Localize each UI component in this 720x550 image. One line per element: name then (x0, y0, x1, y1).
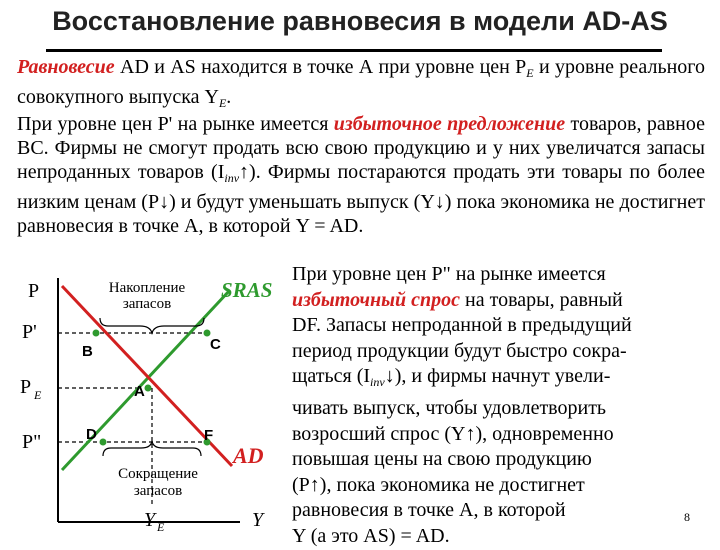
y-axis-label: Y (252, 509, 264, 531)
term-equilibrium: Равновесие (17, 56, 115, 78)
right-line-8: повышая цены на свою продукцию (292, 448, 592, 471)
ad-label: AD (233, 443, 264, 468)
para1-text-2: и уровне реального совокупного выпуска Y (17, 56, 705, 108)
point-a-dot (145, 385, 152, 392)
ye-label: Y (144, 509, 156, 531)
point-c-label: C (210, 336, 221, 353)
right-line-5-sub: inv (370, 375, 385, 390)
para1-text-1: AD и AS находится в точке А при уровне цен P (114, 56, 527, 78)
right-line-5-a: щаться (I (292, 365, 371, 388)
para2-sub: inv (224, 171, 240, 185)
term-excess-demand: избыточный спрос (292, 288, 461, 311)
accumulation-label-2: запасов (122, 296, 172, 312)
right-line-9: (P↑), пока экономика не достигнет (292, 473, 585, 496)
point-b-dot (93, 330, 100, 337)
point-f-label: F (204, 427, 214, 444)
para2-text-3: ↑). Фирмы постараются продать эти товары по более низким ценам (P↓) и будут уменьшать выпуск (Y↓) пока экономика не достигнет равновесия в точке А, в которой Y = AD. (17, 161, 705, 237)
para1-text-3: . (226, 86, 232, 108)
p1-label: P' (22, 321, 37, 343)
term-excess-supply: избыточное предложение (333, 113, 566, 135)
reduction-label-1: Сокращение (118, 466, 198, 482)
point-a-label: A (134, 383, 145, 400)
accumulation-label-1: Накопление (108, 280, 186, 296)
right-line-5-b: ↓), и фирмы начнут увели- (384, 365, 611, 388)
accumulation-brace (100, 318, 204, 333)
p-axis-label: P (28, 280, 40, 302)
right-line-10: равновесия в точке А, в которой (292, 499, 566, 522)
right-line-4: период продукции будут быстро сокра- (292, 339, 627, 362)
point-d-label: D (86, 426, 97, 443)
p2-label: P" (22, 431, 42, 453)
pe-subscript: E (34, 388, 42, 402)
page-number: 8 (684, 510, 690, 524)
right-line-11: Y (а это AS) = AD. (292, 524, 450, 547)
page-title: Восстановление равновесия в модели AD-AS (52, 6, 668, 36)
pe-label: P (20, 376, 32, 398)
para1-sub-1: E (526, 66, 534, 80)
ye-subscript: E (157, 520, 165, 534)
para1-sub-2: E (218, 96, 227, 110)
para2-text-1: При уровне цен P' на рынке имеется (17, 113, 334, 135)
right-line-2-text: на товары, равный (460, 288, 623, 311)
point-d-dot (100, 439, 107, 446)
para2-text-2: товаров, равное ВС. Фирмы не смогут продать всю свою продукцию и у них увеличатся запасы непроданных товаров (I (17, 113, 705, 183)
right-line-3: DF. Запасы непроданной в предыдущий (292, 314, 632, 337)
right-line-7: возросший спрос (Y↑), одновременно (292, 422, 614, 445)
right-line-6: чивать выпуск, чтобы удовлетворить (292, 396, 607, 419)
right-line-1: При уровне цен P" на рынке имеется (292, 263, 606, 285)
sras-label: SRAS (221, 278, 273, 302)
reduction-label-2: запасов (133, 483, 183, 499)
point-b-label: B (82, 343, 93, 360)
